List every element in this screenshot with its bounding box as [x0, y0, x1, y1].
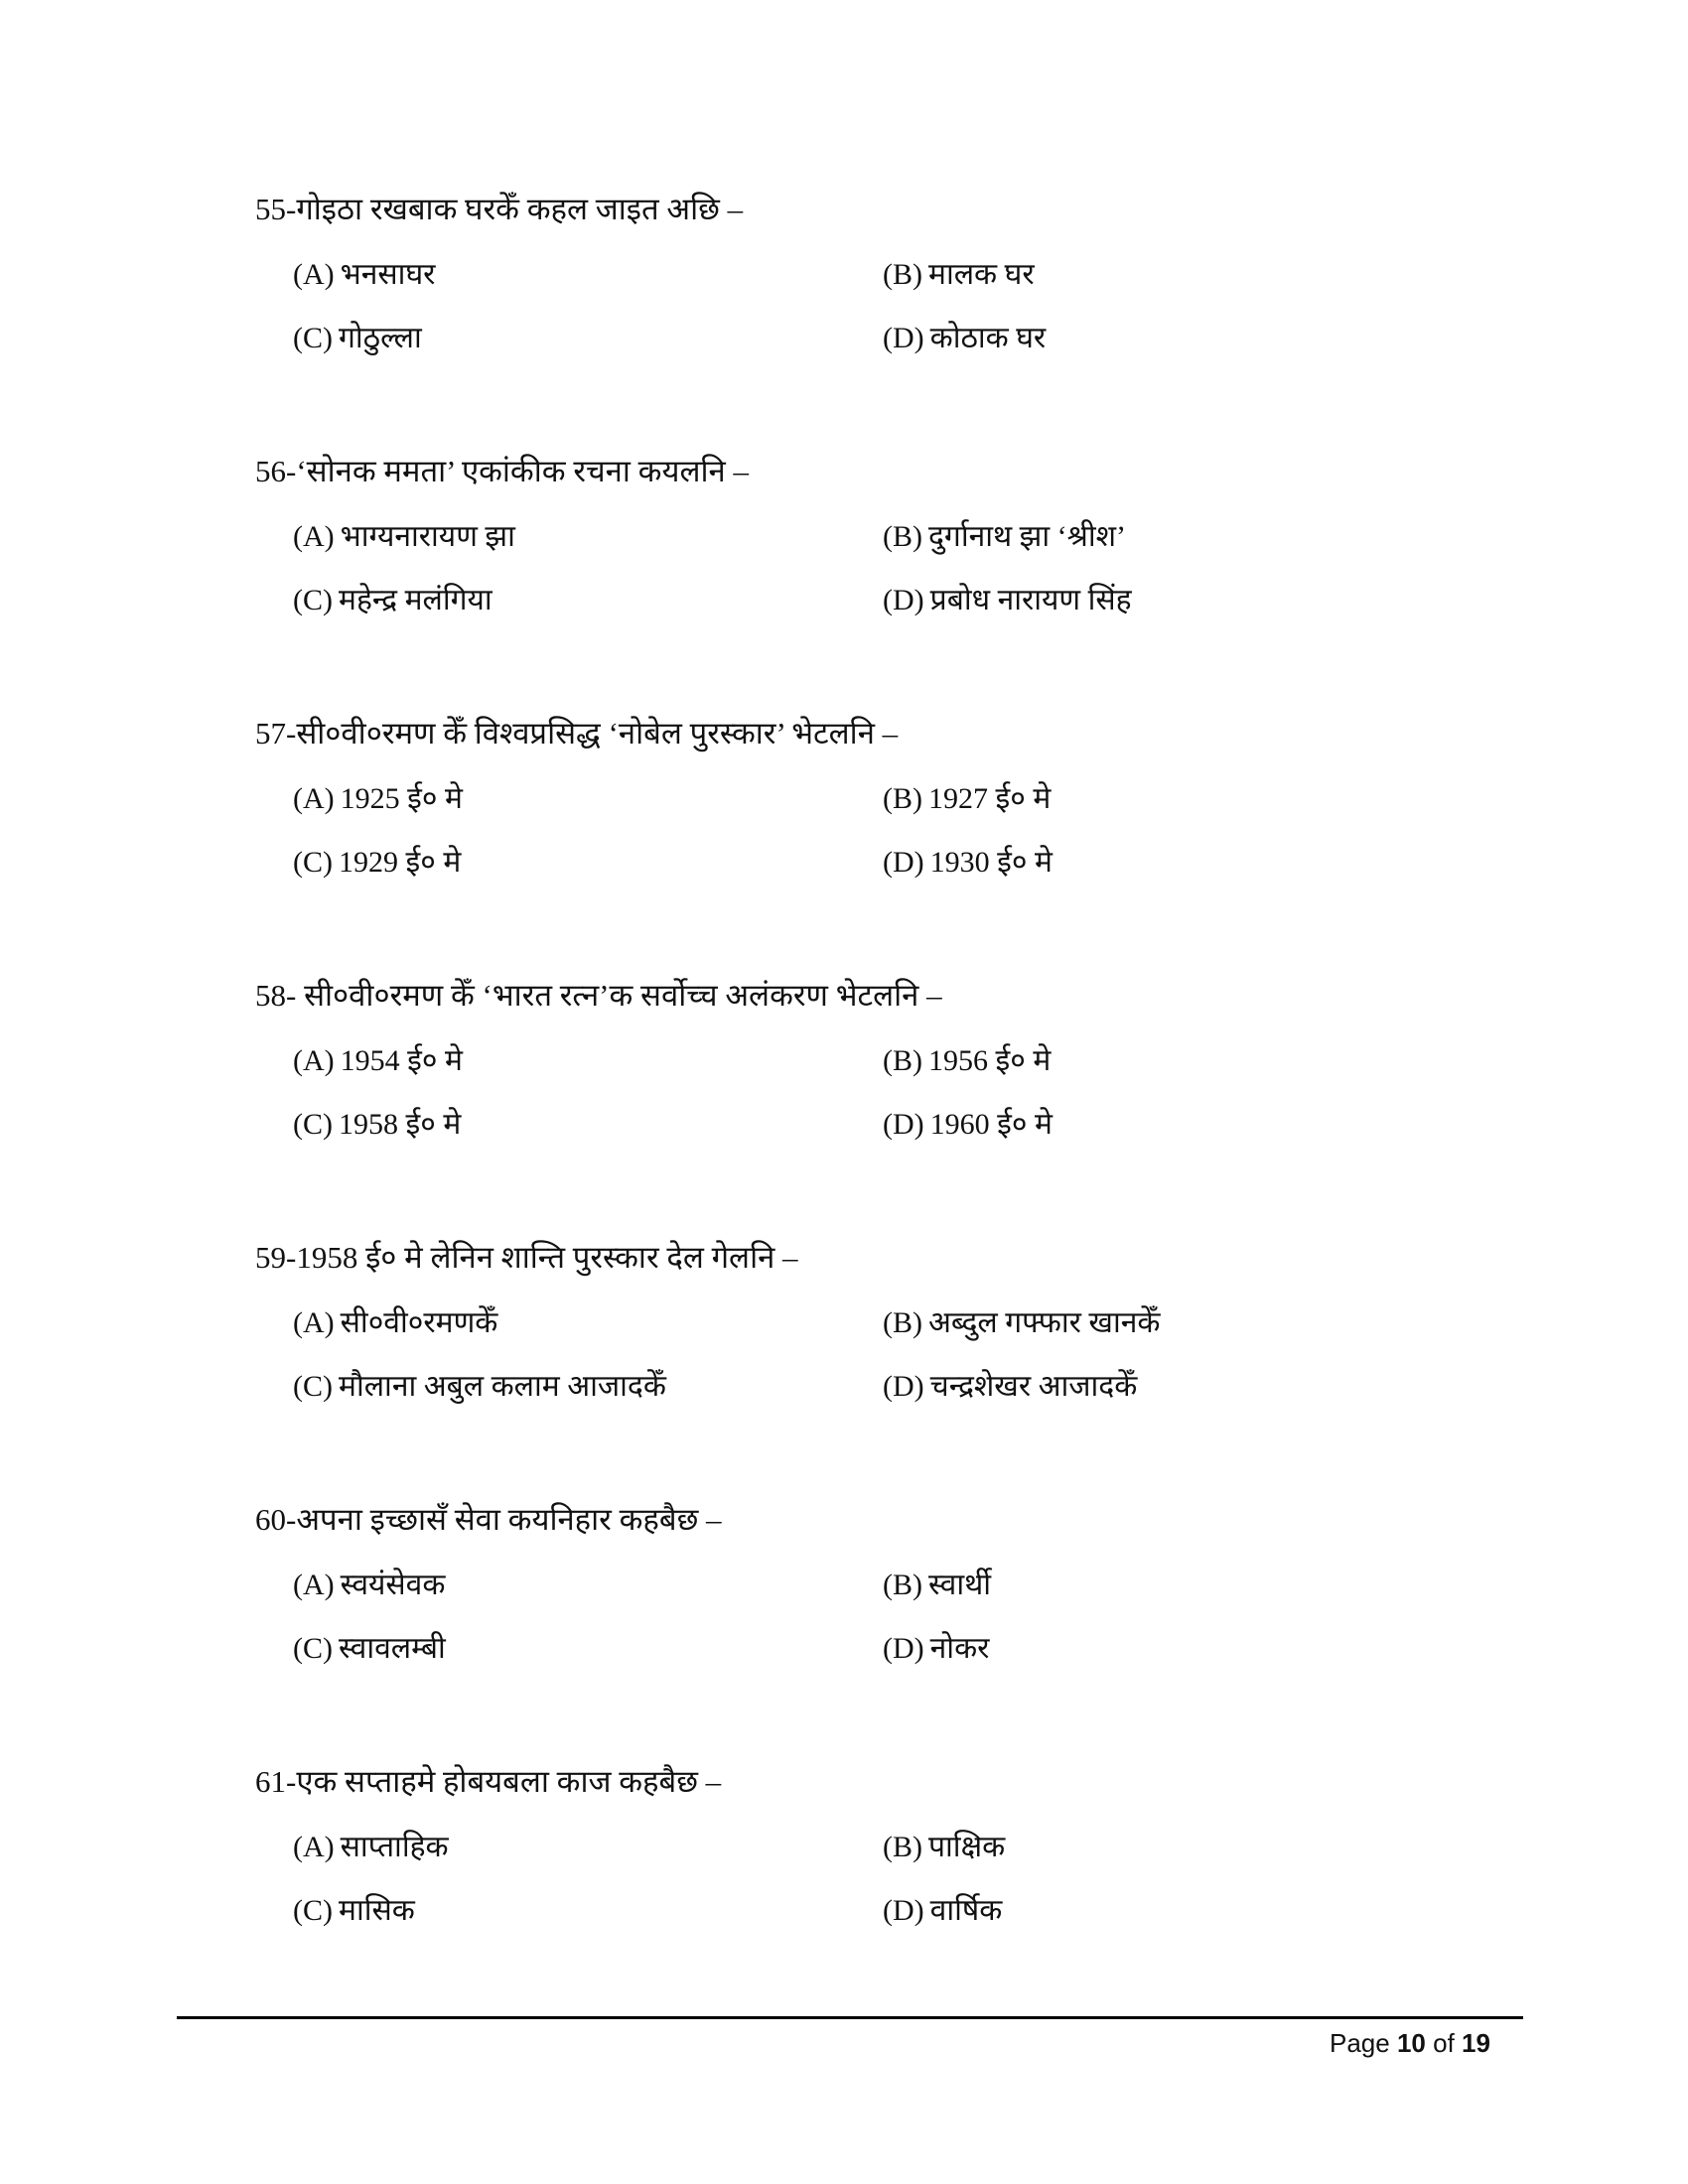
- question-block: [255, 973, 1546, 1235]
- question-block: [255, 449, 1546, 711]
- option-text: 1930 ई० मे: [929, 846, 1053, 879]
- option-text: मौलाना अबुल कलाम आजादकेँ: [339, 1370, 666, 1403]
- option-text: मासिक: [339, 1894, 415, 1927]
- option-label: (C): [293, 1894, 333, 1927]
- option-label: (D): [883, 1108, 924, 1141]
- question-block: [255, 1497, 1546, 1759]
- option-label: (A): [293, 258, 335, 291]
- option-row: [293, 1300, 1544, 1346]
- question-text: 59-1958 ई० मे लेनिन शान्ति पुरस्कार देल गेलनि –: [255, 1240, 798, 1275]
- option: [293, 252, 435, 298]
- page-word: Page: [1330, 2028, 1390, 2058]
- question-block: [255, 1235, 1546, 1497]
- option: [883, 316, 1046, 361]
- option-label: (D): [883, 584, 924, 616]
- option: [883, 1888, 1002, 1934]
- option-text: नोकर: [929, 1632, 990, 1665]
- option-label: (B): [883, 1044, 922, 1077]
- option-row: [293, 840, 1544, 886]
- option-row: [293, 1364, 1544, 1410]
- question-text: 55-गोइठा रखबाक घरकेँ कहल जाइत अछि –: [255, 192, 744, 226]
- option-row: [293, 1038, 1544, 1084]
- option-label: (D): [883, 1632, 924, 1665]
- option: [293, 578, 492, 623]
- option: [293, 316, 422, 361]
- option-text: अब्दुल गफ्फार खानकेँ: [928, 1306, 1161, 1339]
- option-label: (A): [293, 1306, 335, 1339]
- option-text: 1925 ई० मे: [340, 782, 463, 815]
- option: [293, 1825, 449, 1870]
- option-text: भाग्यनारायण झा: [340, 520, 515, 553]
- option: [293, 1102, 461, 1148]
- option-row: [293, 252, 1544, 298]
- option-label: (C): [293, 1108, 333, 1141]
- option: [883, 514, 1126, 560]
- option: [883, 1300, 1160, 1346]
- footer-divider: [177, 2016, 1523, 2019]
- option-text: प्रबोध नारायण सिंह: [929, 584, 1132, 616]
- option-text: पाक्षिक: [928, 1831, 1006, 1863]
- question-text: 61-एक सप्ताहमे होबयबला काज कहबैछ –: [255, 1764, 722, 1799]
- option-text: 1954 ई० मे: [340, 1044, 463, 1077]
- option-row: [293, 776, 1544, 822]
- option-label: (B): [883, 782, 922, 815]
- option-text: चन्द्रशेखर आजादकेँ: [929, 1370, 1138, 1403]
- option-row: [293, 1825, 1544, 1870]
- option-label: (D): [883, 846, 924, 879]
- option: [883, 840, 1053, 886]
- option: [883, 1102, 1053, 1148]
- option-row: [293, 1102, 1544, 1148]
- option: [293, 514, 515, 560]
- option: [883, 252, 1035, 298]
- option: [883, 578, 1132, 623]
- option-text: 1960 ई० मे: [929, 1108, 1053, 1141]
- option-text: स्वयंसेवक: [340, 1569, 446, 1601]
- option-row: [293, 514, 1544, 560]
- option-text: गोठुल्ला: [339, 322, 422, 354]
- option: [883, 1825, 1005, 1870]
- question-text: 57-सी०वी०रमण केँ विश्वप्रसिद्ध ‘नोबेल पुरस्कार’ भेटलनि –: [255, 716, 899, 751]
- option-label: (A): [293, 1044, 335, 1077]
- option-label: (C): [293, 846, 333, 879]
- option: [293, 1888, 415, 1934]
- option-text: सी०वी०रमणकेँ: [340, 1306, 498, 1339]
- of-word: of: [1433, 2028, 1455, 2058]
- total-pages: 19: [1462, 2028, 1490, 2058]
- option: [883, 1364, 1137, 1410]
- option-row: [293, 578, 1544, 623]
- option: [883, 1626, 989, 1672]
- option: [883, 1038, 1051, 1084]
- option-label: (A): [293, 1569, 335, 1601]
- option-label: (B): [883, 258, 922, 291]
- question-text: 58- सी०वी०रमण केँ ‘भारत रत्न’क सर्वोच्च अलंकरण भेटलनि –: [255, 978, 942, 1013]
- option-label: (A): [293, 782, 335, 815]
- option-label: (D): [883, 322, 924, 354]
- option-text: वार्षिक: [929, 1894, 1003, 1927]
- option-label: (B): [883, 1831, 922, 1863]
- current-page: 10: [1396, 2028, 1426, 2058]
- option-label: (B): [883, 520, 922, 553]
- option-text: महेन्द्र मलंगिया: [339, 584, 492, 616]
- option: [293, 1364, 666, 1410]
- question-block: [255, 1759, 1546, 2021]
- question-list: [255, 187, 1546, 2021]
- option-text: कोठाक घर: [929, 322, 1047, 354]
- option-label: (B): [883, 1306, 922, 1339]
- option-text: भनसाघर: [340, 258, 436, 291]
- option-text: मालक घर: [928, 258, 1035, 291]
- option-text: 1958 ई० मे: [339, 1108, 462, 1141]
- option: [883, 1563, 991, 1608]
- option-text: 1929 ई० मे: [339, 846, 462, 879]
- option-text: 1956 ई० मे: [928, 1044, 1052, 1077]
- option-text: दुर्गानाथ झा ‘श्रीश’: [928, 520, 1127, 553]
- option-label: (A): [293, 1831, 335, 1863]
- option-label: (C): [293, 322, 333, 354]
- option-text: 1927 ई० मे: [928, 782, 1052, 815]
- option-label: (D): [883, 1894, 924, 1927]
- option: [293, 776, 463, 822]
- option-label: (B): [883, 1569, 922, 1601]
- option: [883, 776, 1051, 822]
- question-text: 56-‘सोनक ममता’ एकांकीक रचना कयलनि –: [255, 454, 749, 488]
- option-label: (C): [293, 584, 333, 616]
- question-block: [255, 187, 1546, 449]
- option-label: (C): [293, 1370, 333, 1403]
- option-row: [293, 1888, 1544, 1934]
- option-row: [293, 1563, 1544, 1608]
- option-label: (A): [293, 520, 335, 553]
- page-number: [1330, 2025, 1490, 2061]
- option: [293, 1626, 446, 1672]
- option-row: [293, 316, 1544, 361]
- option-text: स्वार्थी: [928, 1569, 992, 1601]
- option-label: (D): [883, 1370, 924, 1403]
- option: [293, 840, 461, 886]
- option-text: स्वावलम्बी: [339, 1632, 446, 1665]
- option: [293, 1563, 445, 1608]
- option-label: (C): [293, 1632, 333, 1665]
- option-row: [293, 1626, 1544, 1672]
- option-text: साप्ताहिक: [340, 1831, 449, 1863]
- option: [293, 1300, 497, 1346]
- question-text: 60-अपना इच्छासँ सेवा कयनिहार कहबैछ –: [255, 1502, 722, 1537]
- question-block: [255, 711, 1546, 973]
- option: [293, 1038, 463, 1084]
